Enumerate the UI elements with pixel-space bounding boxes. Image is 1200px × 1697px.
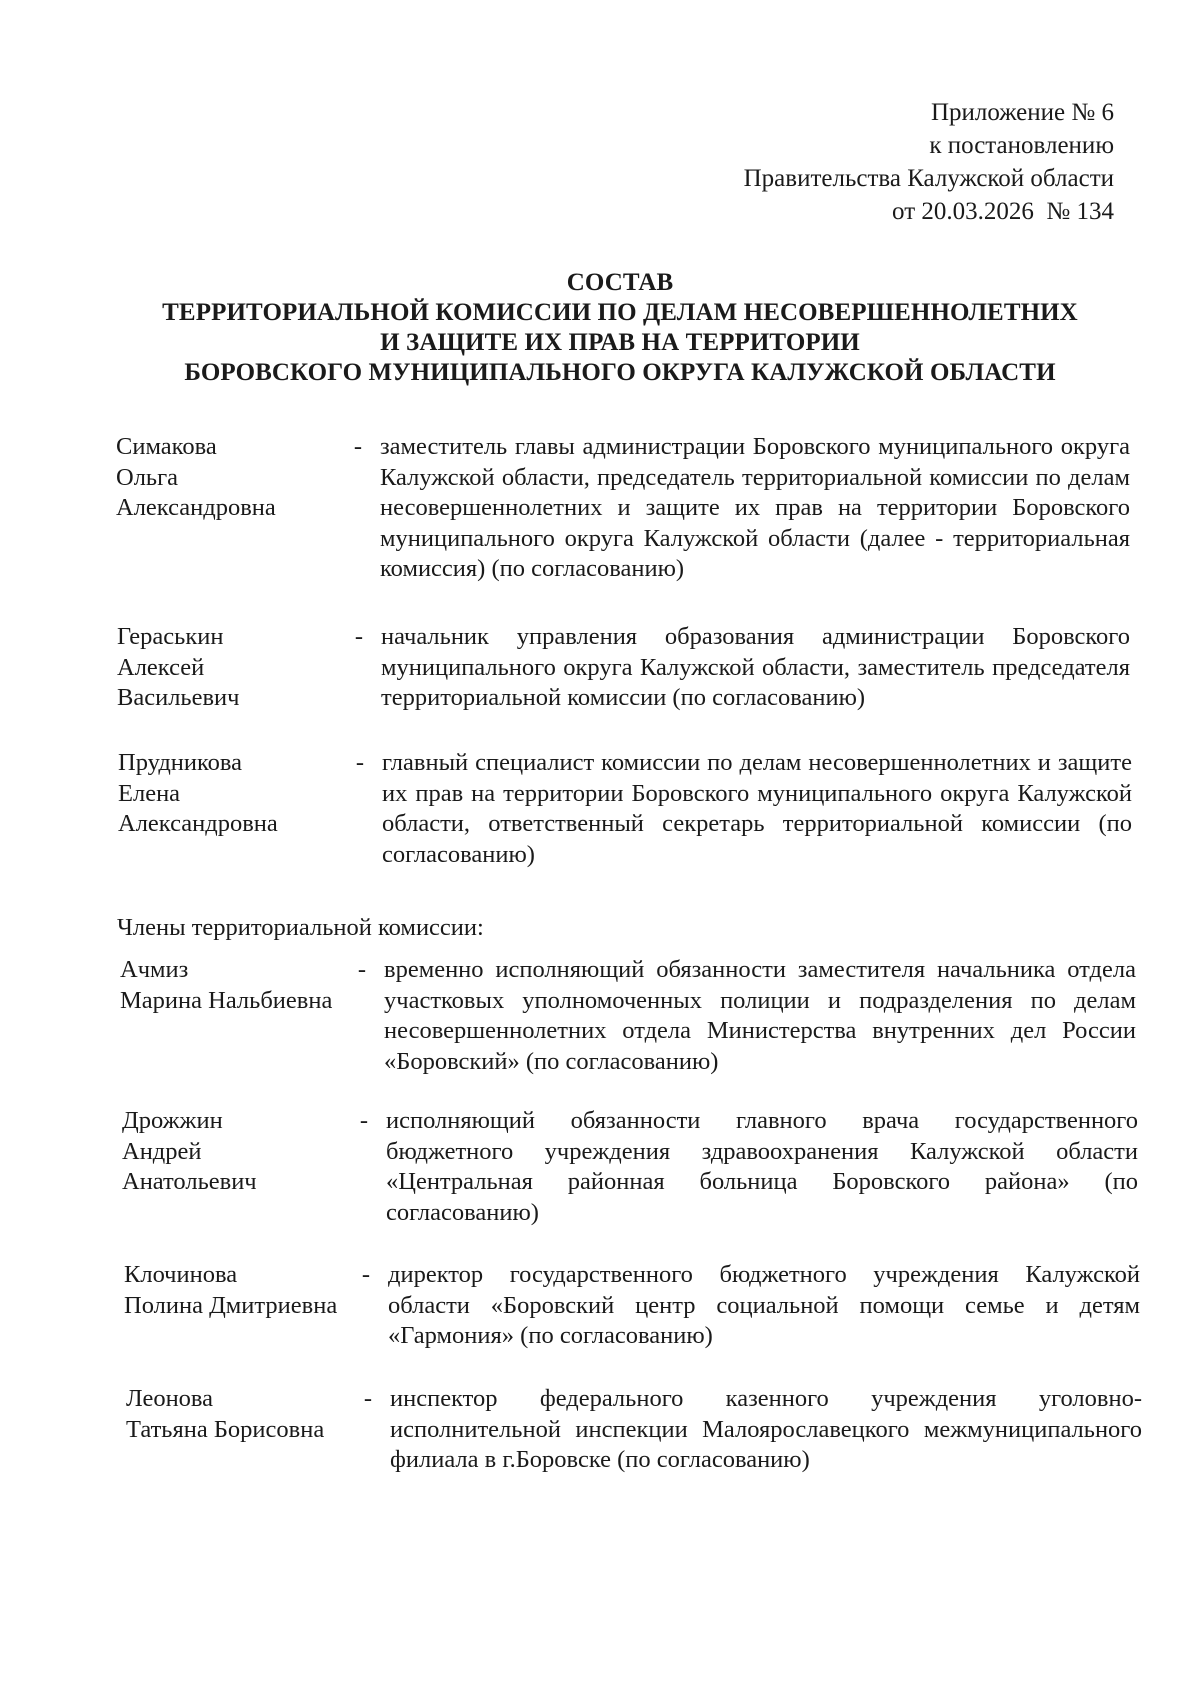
position-description: начальник управления образования администрации Боровского муниципального округа Калужской области, заместитель председателя территориальной комиссии (по согласованию) bbox=[381, 623, 1130, 711]
person-name: Клочинова Полина Дмитриевна bbox=[124, 1261, 338, 1319]
member-entry bbox=[122, 1106, 1138, 1228]
person-name: Прудникова Елена Александровна bbox=[118, 749, 278, 837]
member-entry bbox=[120, 955, 1136, 1077]
separator-dash: - bbox=[357, 956, 367, 983]
person-name: Гераськин Алексей Васильевич bbox=[117, 623, 240, 711]
separator-dash: - bbox=[363, 1385, 373, 1412]
person-name: Леонова Татьяна Борисовна bbox=[126, 1385, 325, 1443]
title-line-3: И ЗАЩИТЕ ИХ ПРАВ НА ТЕРРИТОРИИ bbox=[380, 329, 860, 356]
person-name: Дрожжин Андрей Анатольевич bbox=[122, 1107, 257, 1195]
separator-dash: - bbox=[355, 749, 365, 776]
appendix-header bbox=[514, 96, 1114, 228]
leadership-entry-chair bbox=[116, 432, 1130, 585]
separator-dash: - bbox=[361, 1261, 371, 1288]
members-heading: Члены территориальной комиссии: bbox=[117, 914, 484, 941]
separator-dash: - bbox=[353, 433, 363, 460]
leadership-entry-deputy bbox=[117, 622, 1130, 714]
separator-dash: - bbox=[354, 623, 364, 650]
position-description: исполняющий обязанности главного врача государственного бюджетного учреждения здравоохранения Калужской области «Центральная районная больница Боровского района» (по согласованию) bbox=[386, 1107, 1138, 1226]
appendix-government: Правительства Калужской области bbox=[743, 165, 1114, 192]
member-entry bbox=[124, 1260, 1140, 1352]
appendix-decree: к постановлению bbox=[929, 132, 1114, 159]
position-description: главный специалист комиссии по делам несовершеннолетних и защите их прав на территории Боровского муниципального округа Калужской области, ответственный секретарь территориальной комиссии (по согласованию) bbox=[382, 749, 1132, 868]
position-description: временно исполняющий обязанности заместителя начальника отдела участковых уполномоченных полиции и подразделения по делам несовершеннолетних отдела Министерства внутренних дел России «Боровский» (по согласованию) bbox=[384, 956, 1136, 1075]
title-line-1: СОСТАВ bbox=[566, 269, 674, 296]
title-line-4: БОРОВСКОГО МУНИЦИПАЛЬНОГО ОКРУГА КАЛУЖСКОЙ ОБЛАСТИ bbox=[184, 359, 1056, 386]
leadership-entry-secretary bbox=[118, 748, 1132, 870]
document-title bbox=[120, 268, 1120, 388]
member-entry bbox=[126, 1384, 1142, 1476]
title-line-2: ТЕРРИТОРИАЛЬНОЙ КОМИССИИ ПО ДЕЛАМ НЕСОВЕРШЕННОЛЕТНИХ bbox=[162, 299, 1078, 326]
position-description: инспектор федерального казенного учреждения уголовно-исполнительной инспекции Малоярославецкого межмуниципального филиала в г.Боровске (по согласованию) bbox=[390, 1385, 1142, 1473]
person-name: Ачмиз Марина Нальбиевна bbox=[120, 956, 333, 1014]
appendix-number: Приложение № 6 bbox=[930, 99, 1114, 126]
person-name: Симакова Ольга Александровна bbox=[116, 433, 276, 521]
position-description: директор государственного бюджетного учреждения Калужской области «Боровский центр социальной помощи семье и детям «Гармония» (по согласованию) bbox=[388, 1261, 1140, 1349]
separator-dash: - bbox=[359, 1107, 369, 1134]
position-description: заместитель главы администрации Боровского муниципального округа Калужской области, председатель территориальной комиссии по делам несовершеннолетних и защите их прав на территории Боровского муниципального округа Калужской области (далее - территориальная комиссия) (по согласованию) bbox=[380, 433, 1130, 582]
appendix-date-number: от 20.03.2026 № 134 bbox=[892, 198, 1114, 225]
